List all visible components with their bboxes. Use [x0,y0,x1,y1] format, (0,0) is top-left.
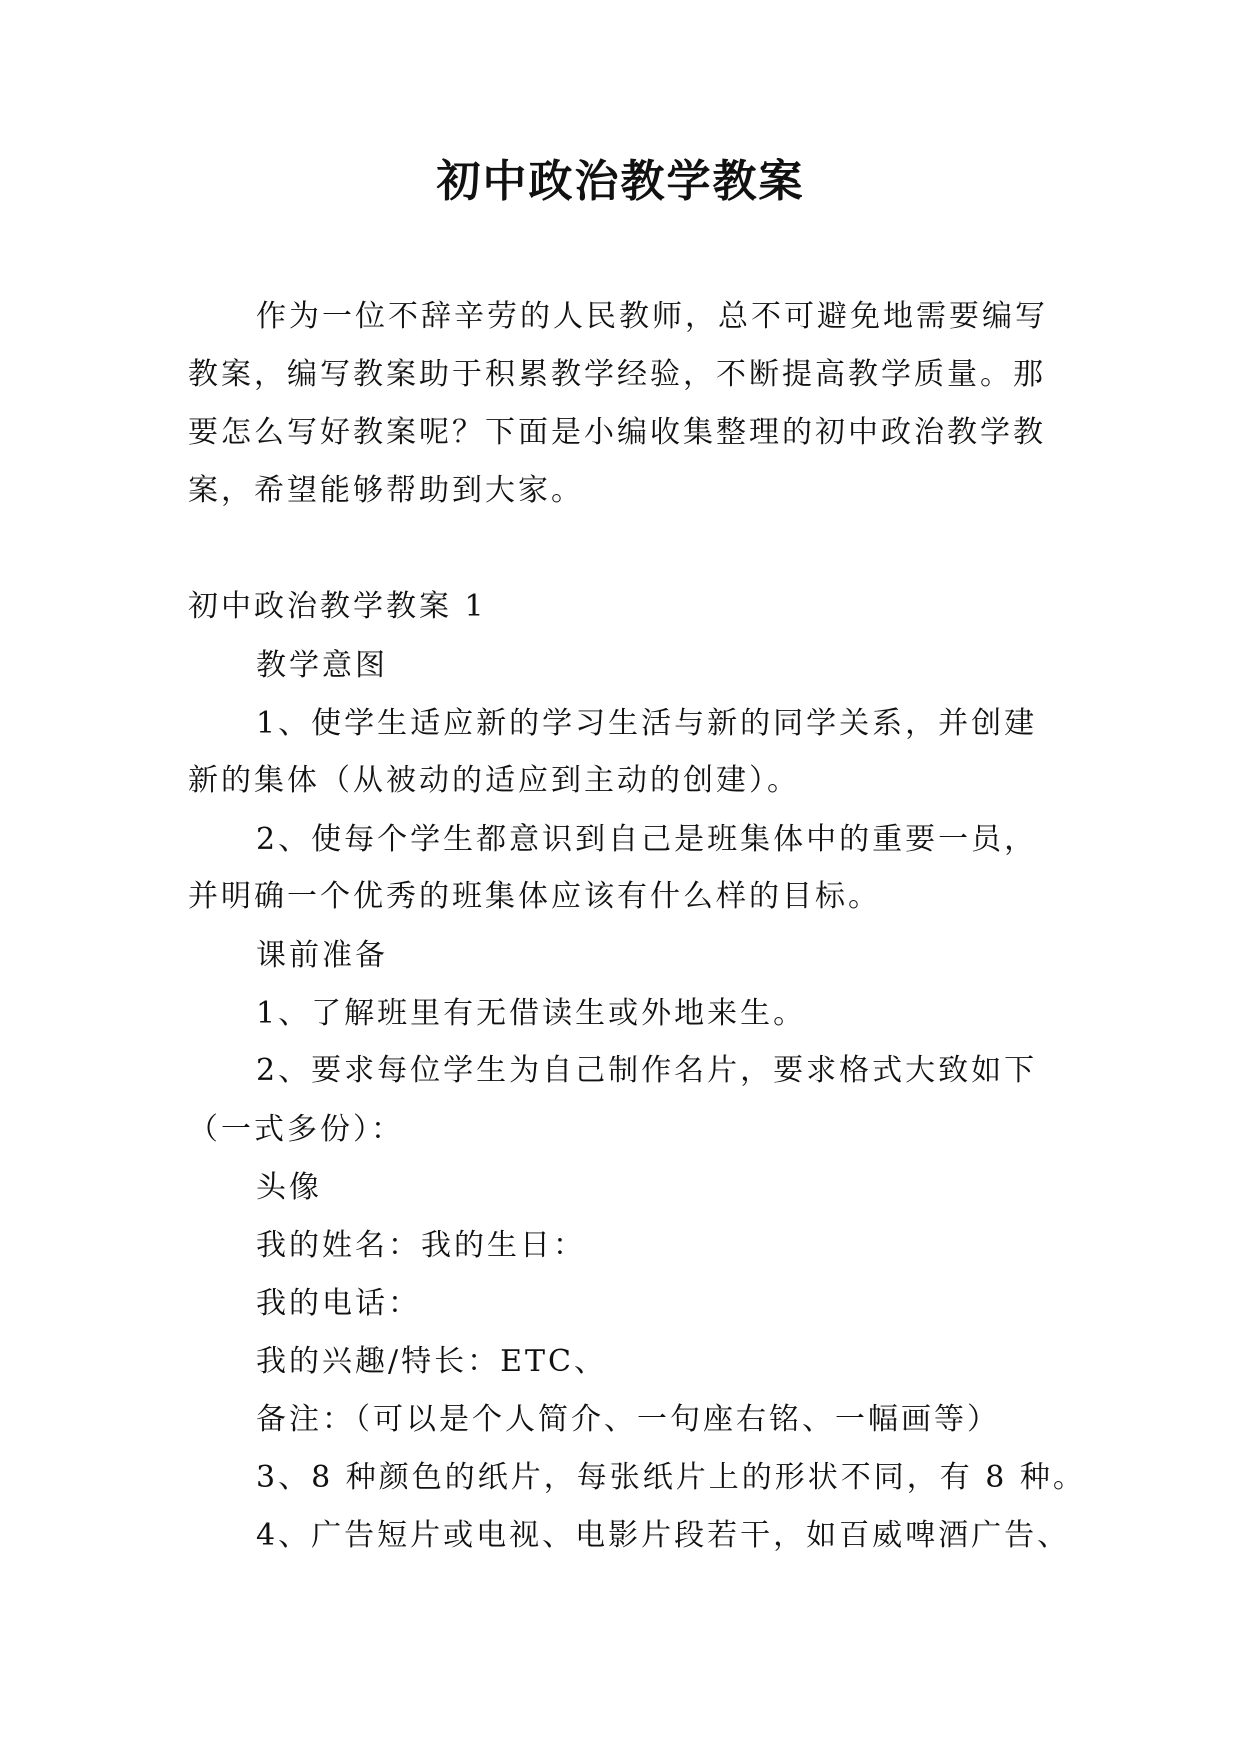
card-name-birthday-line: 我的姓名：我的生日： [256,1228,586,1263]
card-interest-line: 我的兴趣/特长：ETC、 [256,1344,607,1379]
preparation-item-3: 3、8 种颜色的纸片，每张纸片上的形状不同，有 8 种。 [256,1460,1086,1495]
preparation-item-2-line-1: 2、要求每位学生为自己制作名片，要求格式大致如下 [256,1053,1038,1088]
document-title: 初中政治教学教案 [436,156,805,207]
aim-item-2-line-1: 2、使每个学生都意识到自己是班集体中的重要一员， [256,822,1038,857]
aim-item-1-line-2: 新的集体（从被动的适应到主动的创建）。 [188,763,800,798]
intro-paragraph: 作为一位不辞辛劳的人民教师，总不可避免地需要编写教案，编写教案助于积累教学经验，不断提高教学质量。那要怎么写好教案呢？下面是小编收集整理的初中政治教学教案，希望能够帮助到大家。 [188,299,1048,508]
card-avatar-line: 头像 [256,1170,322,1205]
preparation-item-4: 4、广告短片或电视、电影片段若干，如百威啤酒广告、 [256,1518,1071,1553]
card-phone-line: 我的电话： [256,1286,421,1321]
preparation-title: 课前准备 [256,938,388,973]
aim-item-1-line-1: 1、使学生适应新的学习生活与新的同学关系，并创建 [256,706,1038,741]
card-note-line: 备注：（可以是个人简介、一句座右铭、一幅画等） [256,1402,1000,1437]
preparation-item-1: 1、了解班里有无借读生或外地来生。 [256,996,807,1031]
aim-item-2-line-2: 并明确一个优秀的班集体应该有什么样的目标。 [188,879,881,914]
section-heading: 初中政治教学教案 1 [188,589,487,624]
preparation-item-2-line-2: （一式多份）： [188,1112,404,1147]
aims-title: 教学意图 [256,648,388,683]
